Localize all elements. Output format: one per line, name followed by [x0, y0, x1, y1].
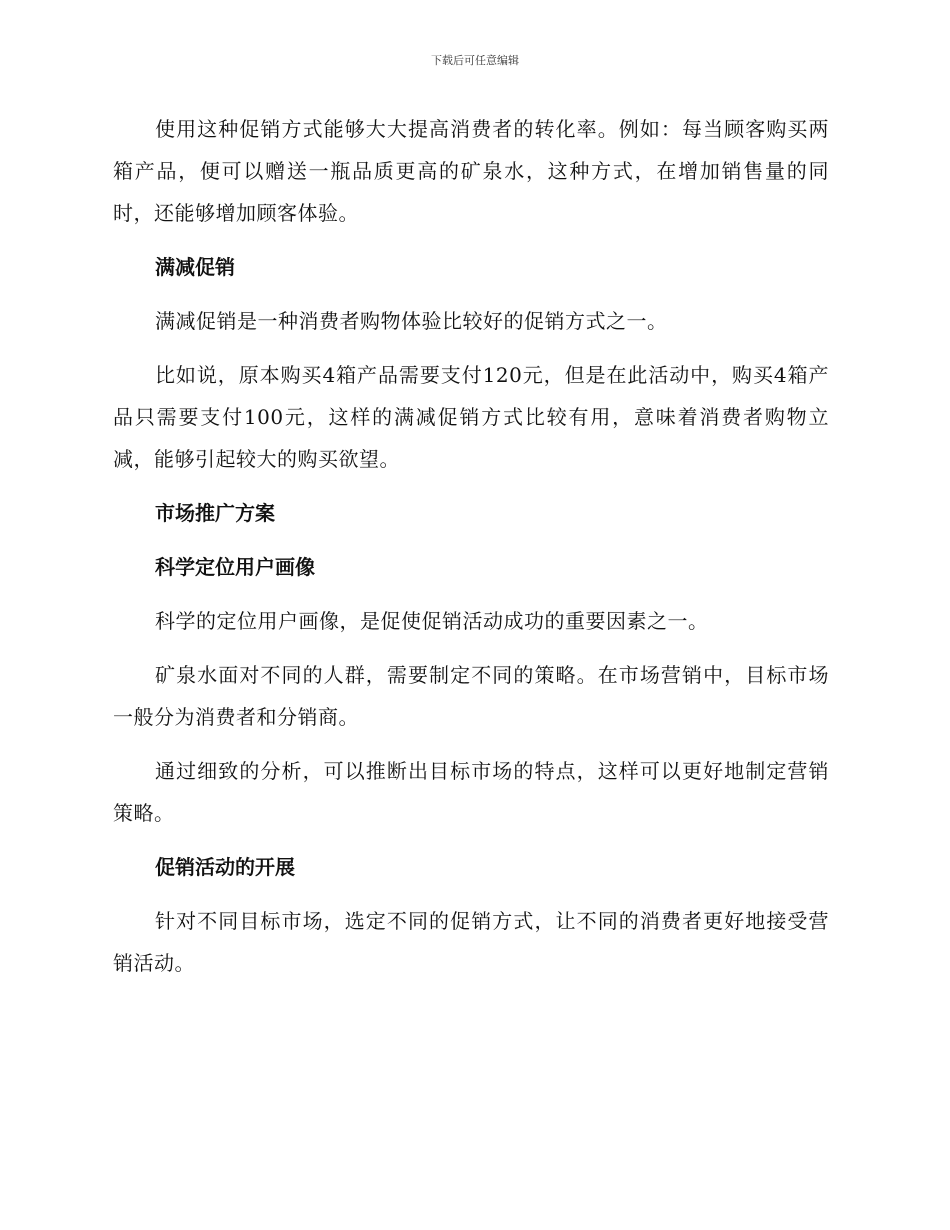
paragraph-target-market: 矿泉水面对不同的人群，需要制定不同的策略。在市场营销中，目标市场一般分为消费者和分销商。	[113, 663, 829, 729]
paragraph-discount-example: 比如说，原本购买4箱产品需要支付120元，但是在此活动中，购买4箱产品只需要支付100元，这样的满减促销方式比较有用，意味着消费者购物立减，能够引起较大的购买欲望。	[113, 363, 829, 471]
heading-marketing-plan: 市场推广方案	[155, 501, 275, 525]
heading-promotion-activities: 促销活动的开展	[155, 855, 295, 879]
page-header: 下载后可任意编辑	[431, 54, 519, 67]
paragraph-promotion-methods: 针对不同目标市场，选定不同的促销方式，让不同的消费者更好地接受营销活动。	[113, 909, 829, 975]
paragraph-gift-promotion: 使用这种促销方式能够大大提高消费者的转化率。例如：每当顾客购买两箱产品，便可以赠送一瓶品质更高的矿泉水，这种方式，在增加销售量的同时，还能够增加顾客体验。	[113, 117, 829, 225]
paragraph-analysis: 通过细致的分析，可以推断出目标市场的特点，这样可以更好地制定营销策略。	[113, 759, 829, 825]
heading-user-persona: 科学定位用户画像	[155, 555, 315, 579]
heading-discount-promotion: 满减促销	[155, 255, 235, 279]
document-body	[113, 108, 829, 996]
paragraph-persona-importance: 科学的定位用户画像，是促使促销活动成功的重要因素之一。	[155, 609, 709, 633]
paragraph-discount-intro: 满减促销是一种消费者购物体验比较好的促销方式之一。	[155, 309, 668, 333]
